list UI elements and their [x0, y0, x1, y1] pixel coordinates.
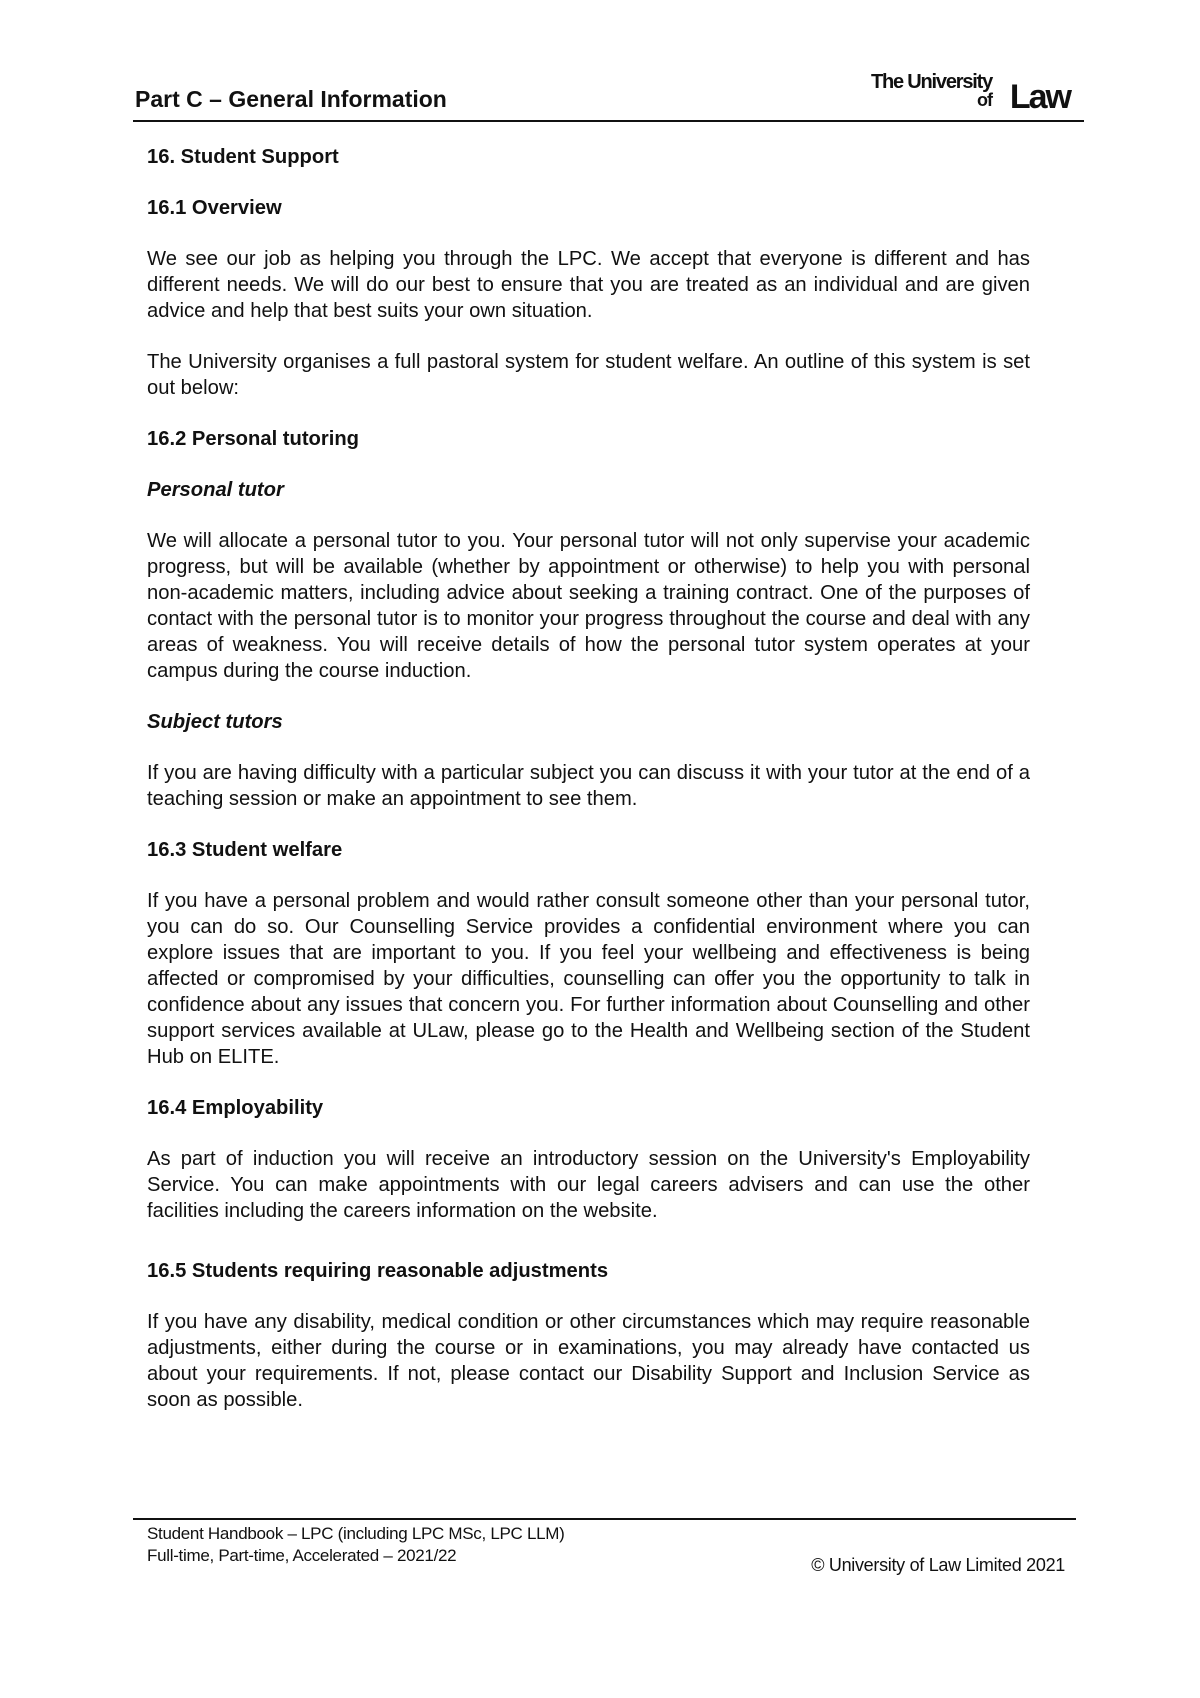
- section-heading-personal-tutoring: 16.2 Personal tutoring: [147, 428, 360, 450]
- page-header: [133, 68, 1084, 122]
- footer-handbook-title: Student Handbook – LPC (including LPC MSc, LPC LLM): [147, 1524, 565, 1543]
- main-content: [147, 144, 1030, 1413]
- section-heading-student-support: 16. Student Support: [147, 146, 339, 168]
- university-of-law-logo: [860, 70, 1070, 116]
- section-heading-student-welfare: 16.3 Student welfare: [147, 839, 343, 861]
- overview-paragraph-2: The University organises a full pastoral system for student welfare. An outline of this system is set out below:: [147, 351, 1030, 399]
- logo-the-university-text: The University: [870, 71, 992, 93]
- reasonable-adjustments-paragraph: If you have any disability, medical condition or other circumstances which may require reasonable adjustments, either during the course or in examinations, you may already have contacted us about your requirements. If not, please contact our Disability Support and Inclusion Service as soon as possible.: [147, 1311, 1030, 1411]
- footer-mode-and-year: Full-time, Part-time, Accelerated – 2021/22: [147, 1546, 457, 1565]
- personal-tutor-paragraph: We will allocate a personal tutor to you. Your personal tutor will not only supervise your academic progress, but will be available (whether by appointment or otherwise) to help you with personal non-academic matters, including advice about seeking a training contract. One of the purposes of contact with the personal tutor is to monitor your progress throughout the course and deal with any areas of weakness. You will receive details of how the personal tutor system operates at your campus during the course induction.: [147, 530, 1030, 682]
- subheading-subject-tutors: Subject tutors: [147, 711, 283, 733]
- overview-paragraph-1: We see our job as helping you through the LPC. We accept that everyone is different and has different needs. We will do our best to ensure that you are treated as an individual and are given advice and help that best suits your own situation.: [147, 248, 1030, 322]
- employability-paragraph: As part of induction you will receive an introductory session on the University's Employability Service. You can make appointments with our legal careers advisers and can use the other facilities including the careers information on the website.: [147, 1148, 1030, 1222]
- logo-law-text: Law: [1009, 78, 1070, 116]
- section-heading-employability: 16.4 Employability: [147, 1097, 324, 1119]
- section-heading-reasonable-adjustments: 16.5 Students requiring reasonable adjustments: [147, 1260, 609, 1282]
- page-footer: [133, 1518, 1076, 1580]
- subject-tutors-paragraph: If you are having difficulty with a particular subject you can discuss it with your tutor at the end of a teaching session or make an appointment to see them.: [147, 762, 1030, 810]
- logo-of-text: of: [977, 90, 992, 110]
- section-heading-overview: 16.1 Overview: [147, 197, 282, 219]
- page-title: Part C – General Information: [135, 86, 447, 112]
- subheading-personal-tutor: Personal tutor: [147, 479, 284, 501]
- footer-copyright: © University of Law Limited 2021: [811, 1555, 1065, 1575]
- student-welfare-paragraph: If you have a personal problem and would rather consult someone other than your personal tutor, you can do so. Our Counselling Service provides a confidential environment where you can explore issues that are important to you. If you feel your wellbeing and effectiveness is being affected or compromised by your difficulties, counselling can offer you the opportunity to talk in confidence about any issues that concern you. For further information about Counselling and other support services available at ULaw, please go to the Health and Wellbeing section of the Student Hub on ELITE.: [147, 890, 1030, 1068]
